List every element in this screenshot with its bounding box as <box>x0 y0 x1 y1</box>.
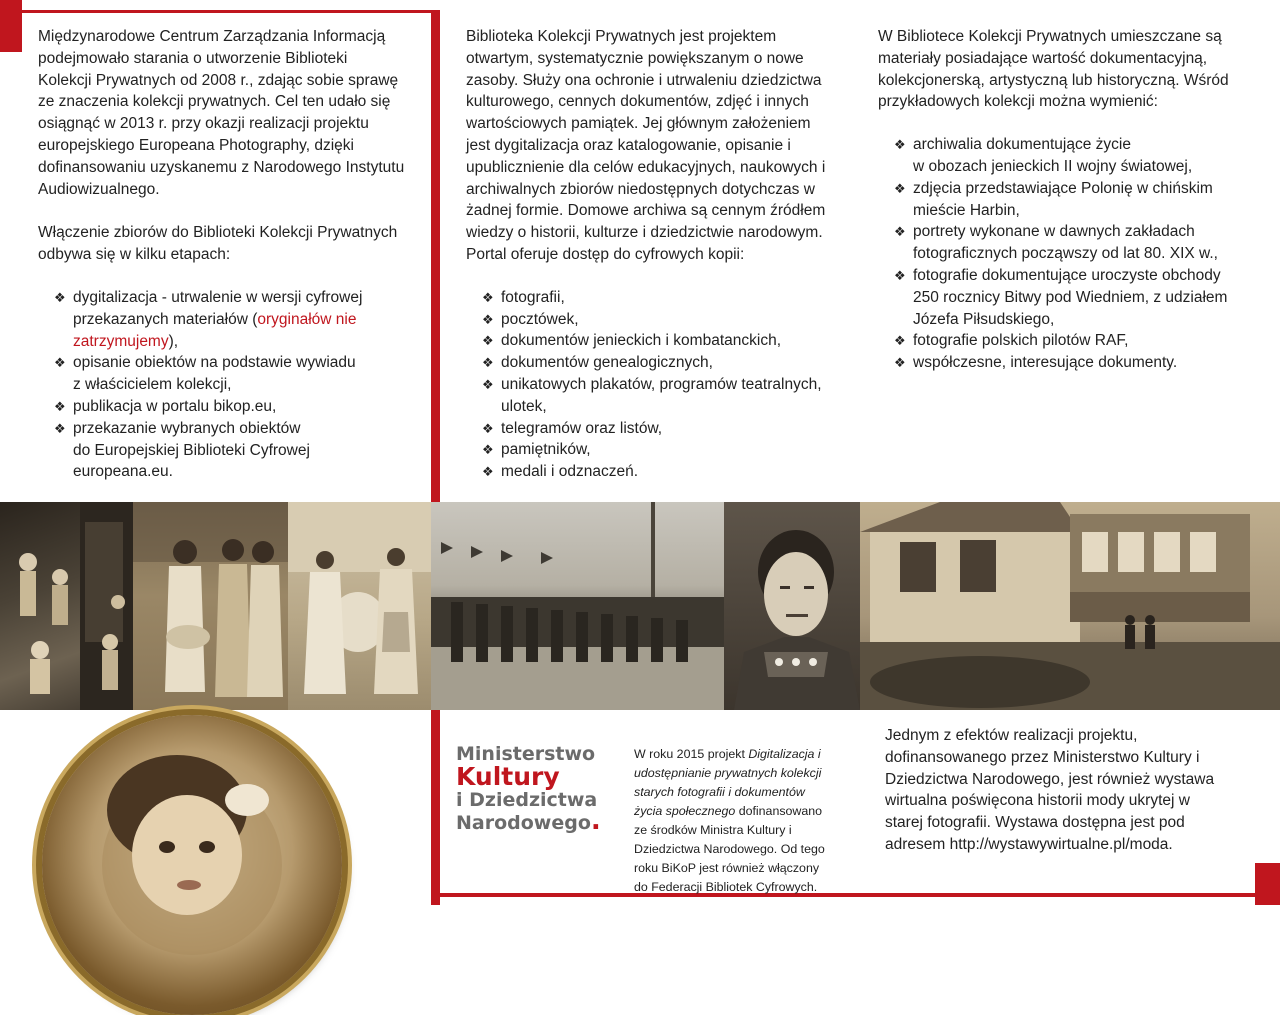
col1-intro: Międzynarodowe Centrum Zarządzania Informacją podejmowało starania o utworzenie Biblioteki Kolekcji Prywatnych od 2008 r., zdając sobie sprawę ze znaczenia kolekcji prywatnych. Cel ten udało się osiągnąć w 2013 r. przy okazji realizacji projektu europejskiego Europeana Photography, dzięki dofinansowaniu uzyskanemu z Narodowego Instytutu Audiowizualnego. <box>38 28 405 198</box>
col3-list <box>878 134 1263 374</box>
funding-note <box>634 726 859 897</box>
col2-list <box>466 287 861 483</box>
funding-lead: W roku 2015 projekt <box>634 747 749 761</box>
women-with-child-photo <box>133 502 288 710</box>
list-item: ❖ telegramów oraz listów, <box>466 418 861 440</box>
child-portrait-medallion <box>42 715 342 1015</box>
list-item: ❖ fotografii, <box>466 287 861 309</box>
funding-rest: dofinansowano ze środków Ministra Kultury i Dziedzictwa Narodowego. Od tego roku BiKoP jest również włączony do Federacji Bibliotek Cyfrowych. <box>634 804 825 894</box>
logo-red-dot: . <box>590 806 601 836</box>
list-item: ❖ dokumentów jenieckich i kombatanckich, <box>466 330 861 352</box>
children-photo-figures <box>0 502 133 710</box>
col2-intro: Biblioteka Kolekcji Prywatnych jest projektem otwartym, systematycznie powiększanym o nowe zasoby. Służy ona ochronie i utrwaleniu dziedzictwa kulturowego, cennych dokumentów, zdjęć i innych wartościowych pamiątek. Jej głównym założeniem jest dygitalizacja oraz katalogowanie, opisanie i upublicznienie dla celów edukacyjnych, naukowych i archiwalnych zbiorów niedostępnych dotychczas w żadnej formie. Domowe archiwa są cennym źródłem wiedzy o historii, kulturze i dziedzictwie narodowym. Portal oferuje dostęp do cyfrowych kopii: <box>466 28 826 263</box>
list-item: ❖ dygitalizacja - utrwalenie w wersji cyfrowej przekazanych materiałów (oryginałów nie zatrzymujemy), <box>54 288 363 350</box>
column-3 <box>878 26 1263 374</box>
list-item: ❖ publikacja w portalu bikop.eu, <box>38 396 428 418</box>
child-portrait-figure <box>42 715 342 1015</box>
bullet-icon: ❖ <box>894 224 906 240</box>
bullet-icon: ❖ <box>482 376 494 392</box>
bullet-icon: ❖ <box>482 464 494 480</box>
list-item: ❖ zdjęcia przedstawiające Polonię w chińskim mieście Harbin, <box>894 179 1213 219</box>
bullet-icon: ❖ <box>54 420 66 436</box>
red-rule-top-col1 <box>22 10 431 13</box>
list-item: ❖ pocztówek, <box>466 309 861 331</box>
list-item: ❖ dokumentów genealogicznych, <box>466 352 861 374</box>
column-1 <box>38 26 428 483</box>
bullet-icon: ❖ <box>894 180 906 196</box>
column-2 <box>466 26 861 483</box>
exhibition-note: Jednym z efektów realizacji projektu, dofinansowanego przez Ministerstwo Kultury i Dziedzictwa Narodowego, jest również wystawa wirtualna poświęcona historii mody ukrytej w starej fotografii. Wystawa dostępna jest pod adresem http://wystawywirtualne.pl/moda. <box>885 727 1215 853</box>
list-item: ❖ fotografie dokumentujące uroczyste obchody 250 rocznicy Bitwy pod Wiedniem, z udziałem Józefa Piłsudskiego, <box>894 266 1228 328</box>
col1-stages: Włączenie zbiorów do Biblioteki Kolekcji Prywatnych odbywa się w kilku etapach: <box>38 224 398 264</box>
bullet-icon: ❖ <box>482 289 494 305</box>
col1-list <box>38 287 428 483</box>
bullet-icon: ❖ <box>894 137 906 153</box>
col3-intro: W Bibliotece Kolekcji Prywatnych umieszczane są materiały posiadające wartość dokumentacyjną, kolekcjonerską, artystyczną lub historyczną. Wśród przykładowych kolekcji można wymienić: <box>878 28 1229 111</box>
wooden-house-figures <box>860 502 1280 710</box>
officer-portrait-figure <box>724 502 860 710</box>
ministry-logo <box>456 744 621 834</box>
highlight-originals: oryginałów nie zatrzymujemy <box>73 310 357 350</box>
bullet-icon: ❖ <box>482 355 494 371</box>
list-item: ❖ pamiętników, <box>466 439 861 461</box>
list-item: ❖ portrety wykonane w dawnych zakładach fotograficznych począwszy od lat 80. XIX w., <box>894 223 1218 263</box>
funding-project-title: Digitalizacja i udostępnianie prywatnych kolekcji starych fotografii i dokumentów życia społecznego <box>634 747 822 818</box>
officer-portrait-photo <box>724 502 860 710</box>
bullet-icon: ❖ <box>54 398 66 414</box>
bullet-icon: ❖ <box>894 333 906 349</box>
list-item: ❖ fotografie polskich pilotów RAF, <box>878 330 1263 352</box>
red-divider-bottom <box>431 710 440 905</box>
red-corner-top-left <box>0 0 22 52</box>
wooden-house-photo <box>860 502 1280 710</box>
photo-strip <box>0 502 1280 710</box>
women-with-child-figures <box>133 502 288 710</box>
bullet-icon: ❖ <box>894 355 906 371</box>
children-photo <box>0 502 133 710</box>
soldiers-parade-photo <box>431 502 724 710</box>
logo-line-dziedzictwa: i Dziedzictwa <box>456 789 598 811</box>
list-item: ❖ medali i odznaczeń. <box>466 461 861 483</box>
logo-line-narodowego: Narodowego. <box>456 806 601 836</box>
list-item: ❖ przekazanie wybranych obiektów do Europejskiej Biblioteki Cyfrowej europeana.eu. <box>54 419 310 481</box>
women-in-kimono-figures <box>288 502 431 710</box>
list-item: ❖ archiwalia dokumentujące życie w obozach jenieckich II wojny światowej, <box>894 136 1193 175</box>
list-item: ❖ unikatowych plakatów, programów teatralnych, ulotek, <box>482 375 822 415</box>
bullet-icon: ❖ <box>54 355 66 371</box>
bullet-icon: ❖ <box>482 442 494 458</box>
red-corner-bottom-right <box>1255 863 1280 905</box>
logo-line-ministerstwo: Ministerstwo <box>456 743 596 765</box>
soldiers-parade-figures <box>431 502 724 710</box>
bullet-icon: ❖ <box>482 420 494 436</box>
red-divider-col1 <box>431 10 440 502</box>
logo-line-kultury: Kultury <box>456 762 560 791</box>
bullet-icon: ❖ <box>54 289 66 305</box>
list-item: ❖ współczesne, interesujące dokumenty. <box>878 352 1263 374</box>
bullet-icon: ❖ <box>482 311 494 327</box>
bullet-icon: ❖ <box>894 267 906 283</box>
women-in-kimono-photo <box>288 502 431 710</box>
bullet-icon: ❖ <box>482 333 494 349</box>
list-item: ❖ opisanie obiektów na podstawie wywiadu z właścicielem kolekcji, <box>54 354 356 394</box>
